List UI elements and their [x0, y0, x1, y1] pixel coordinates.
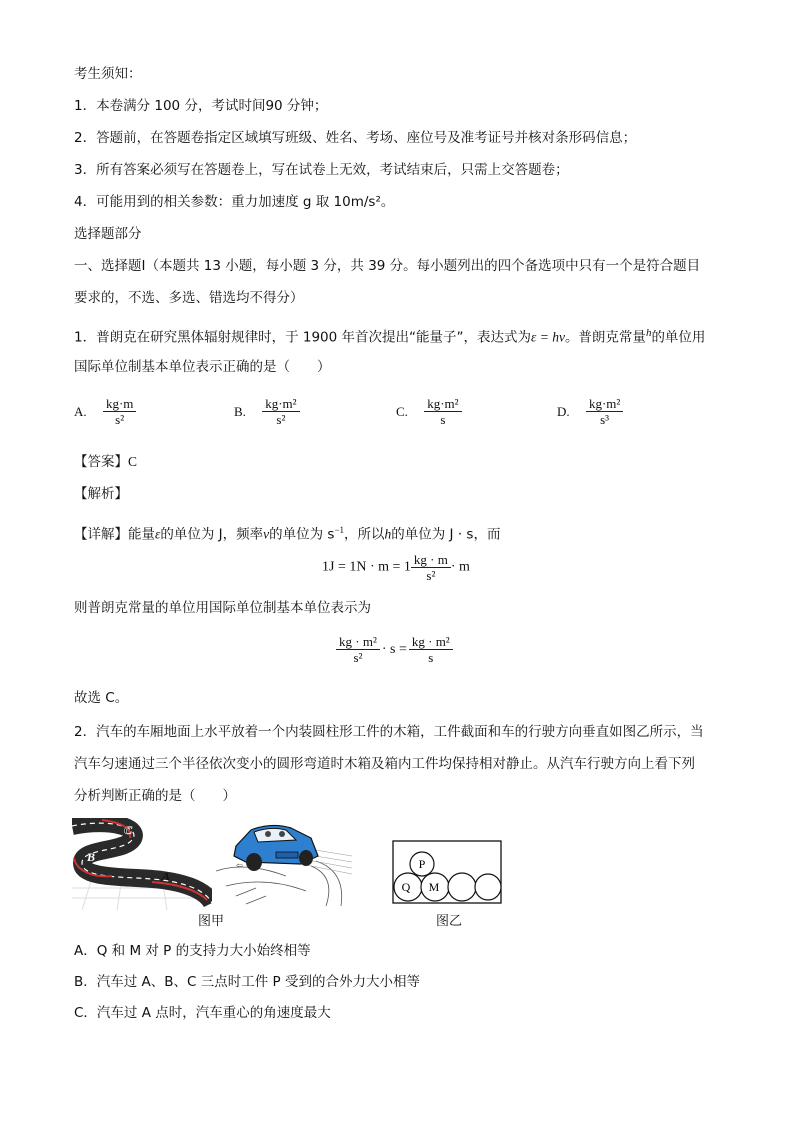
option-label: C.	[396, 403, 408, 419]
q1-stem-a: 1．普朗克在研究黑体辐射规律时，于 1900 年首次提出“能量子”，表达式为	[74, 329, 532, 346]
road-figure	[72, 818, 212, 910]
answer-value: C	[128, 454, 138, 469]
option-fraction: $\frac{kg\cdot m}{\text{s²}}$	[103, 396, 136, 427]
q1-stem-b: 。普朗克常量	[564, 329, 646, 346]
equation-2	[336, 634, 453, 665]
option-fraction: $\frac{\text{kg·m²}}{\text{s³}}$	[586, 396, 623, 427]
road-label-a: A	[162, 869, 171, 883]
exponent: −1	[334, 525, 345, 535]
q1-answer	[74, 452, 137, 472]
detail-text: 的单位为 J · s，而	[391, 526, 501, 543]
q2-stem-line3: 分析判断正确的是（ ）	[74, 788, 236, 804]
q1-h-symbol: h	[645, 327, 652, 339]
fig1-caption: 图甲	[198, 914, 225, 929]
q1-option-b[interactable]	[234, 396, 300, 427]
eq2-mid: · s =	[381, 641, 407, 657]
eq2-fraction-2: $\frac{\text{kg · m²}}{s}$	[409, 634, 453, 665]
q2-option-a[interactable]: A．Q 和 M 对 P 的支持力大小始终相等	[74, 943, 311, 959]
q1-formula: ε = hν	[531, 329, 565, 345]
q1-final: 故选 C。	[74, 690, 129, 706]
section-title-line1: 一、选择题Ⅰ（本题共 13 小题，每小题 3 分，共 39 分。每小题列出的四个备选项中只有一个是符合题目	[74, 258, 701, 274]
q2-option-c[interactable]: C．汽车过 A 点时，汽车重心的角速度最大	[74, 1005, 331, 1021]
detail-text: 能量	[128, 526, 155, 543]
q1-analysis-tag: 【解析】	[74, 486, 128, 502]
cylinder-label-m: M	[428, 880, 440, 894]
detail-text: ，所以	[344, 526, 385, 543]
option-label: D.	[557, 403, 570, 419]
nu-symbol: ν	[263, 526, 270, 542]
detail-tag: 【详解】	[74, 526, 128, 543]
eq1-fraction: $\frac{kg \cdot m}{\text{s²}}$	[411, 552, 451, 583]
equation-1	[322, 552, 470, 583]
car-figure	[216, 816, 352, 908]
detail-text: 的单位为 s	[269, 526, 335, 543]
notice-item-1: 1．本卷满分 100 分，考试时间90 分钟；	[74, 98, 328, 114]
svg-text:⇦: ⇦	[236, 861, 243, 870]
option-label: B.	[234, 403, 246, 419]
notice-item-3: 3．所有答案必须写在答题卷上，写在试卷上无效，考试结束后，只需上交答题卷；	[74, 162, 569, 178]
eq1-right: · m	[450, 559, 470, 575]
road-label-b: B	[87, 850, 96, 864]
q1-conclusion: 则普朗克常量的单位用国际单位制基本单位表示为	[74, 600, 371, 616]
q2-stem-line2: 汽车匀速通过三个半径依次变小的圆形弯道时木箱及箱内工件均保持相对静止。从汽车行驶方向上看下列	[74, 756, 695, 772]
option-label: A.	[74, 403, 87, 419]
eq1-left: 1J = 1N · m = 1	[322, 559, 411, 575]
q1-detail	[74, 520, 500, 545]
cylinder-label-q: Q	[401, 880, 411, 894]
option-fraction: $\frac{\text{kg·m²}}{\text{s²}}$	[262, 396, 299, 427]
option-fraction: $\frac{\text{kg·m²}}{s}$	[424, 396, 461, 427]
detail-text: 的单位为 J，频率	[160, 526, 264, 543]
q1-stem-c: 的单位用	[651, 329, 706, 346]
q1-option-a[interactable]	[74, 396, 136, 427]
h-symbol: h	[384, 526, 392, 542]
section-part: 选择题部分	[74, 226, 142, 242]
q2-stem-line1: 2．汽车的车厢地面上水平放着一个内装圆柱形工件的木箱，工件截面和车的行驶方向垂直如图乙所示，当	[74, 724, 704, 740]
box-figure	[392, 840, 502, 904]
answer-tag: 【答案】	[74, 454, 128, 470]
notice-heading: 考生须知：	[74, 66, 142, 82]
q1-option-d[interactable]	[557, 396, 623, 427]
notice-item-2: 2．答题前，在答题卷指定区域填写班级、姓名、考场、座位号及准考证号并核对条形码信息；	[74, 130, 637, 146]
eq2-fraction-1: $\frac{\text{kg · m²}}{\text{s²}}$	[336, 634, 380, 665]
fig2-caption: 图乙	[436, 914, 463, 929]
section-title-line2: 要求的，不选、多选、错选均不得分）	[74, 290, 304, 306]
road-label-c: C	[124, 823, 133, 837]
epsilon-symbol: ε	[155, 526, 161, 542]
q1-option-c[interactable]	[396, 396, 462, 427]
cylinder-label-p: P	[418, 857, 426, 871]
q2-option-b[interactable]: B．汽车过 A、B、C 三点时工件 P 受到的合外力大小相等	[74, 974, 420, 990]
notice-item-4: 4．可能用到的相关参数：重力加速度 g 取 10m/s²。	[74, 194, 395, 210]
q1-stem-line2: 国际单位制基本单位表示正确的是（ ）	[74, 359, 331, 375]
q1-stem	[74, 323, 705, 348]
